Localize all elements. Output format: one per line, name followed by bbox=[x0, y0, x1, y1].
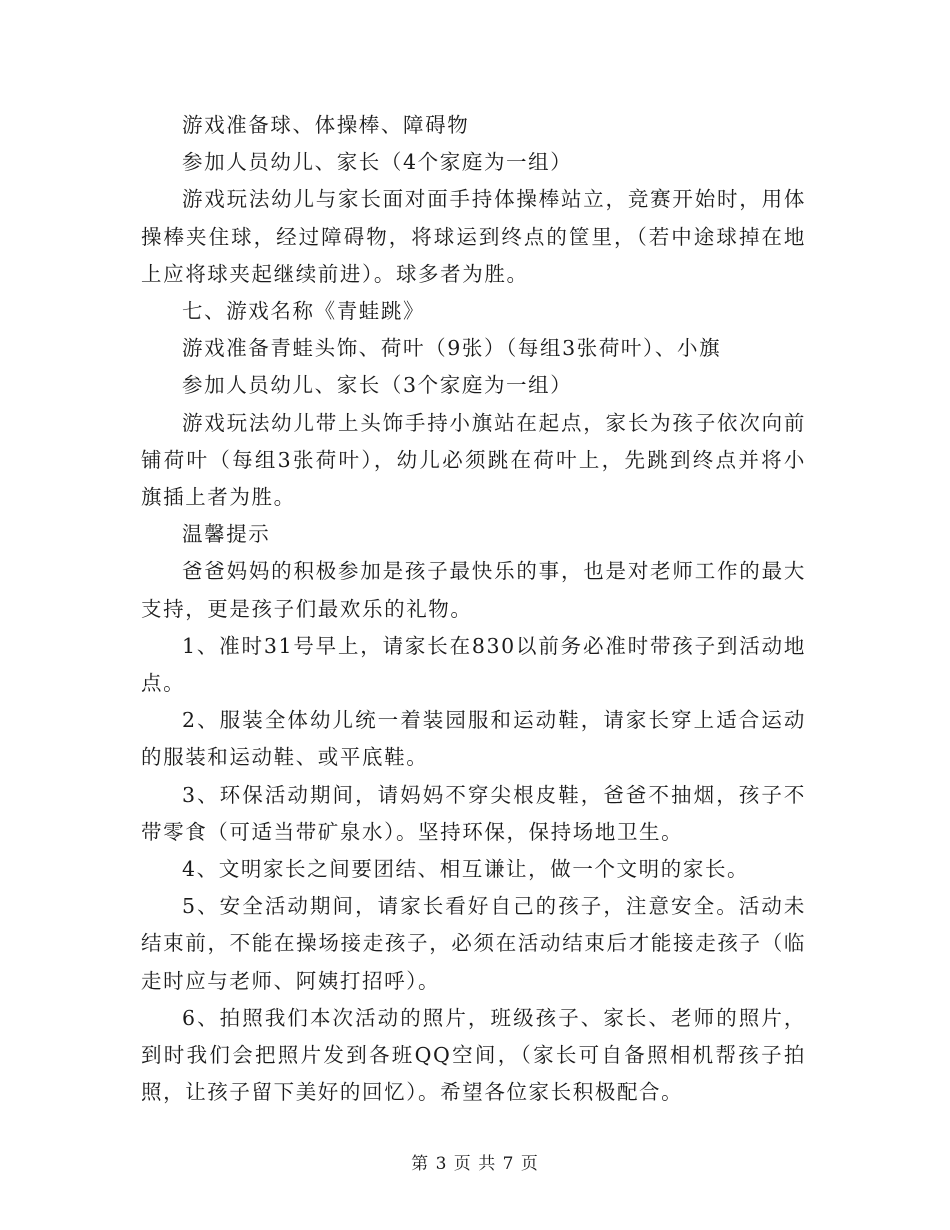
document-body bbox=[141, 107, 806, 1111]
list-item-environment: 3、环保活动期间，请妈妈不穿尖根皮鞋，爸爸不抽烟，孩子不带零食（可适当带矿泉水）。坚持环保，保持场地卫生。 bbox=[141, 782, 806, 844]
paragraph-participants: 参加人员幼儿、家长（4个家庭为一组） bbox=[182, 150, 573, 175]
list-item-civility: 4、文明家长之间要团结、相互谦让，做一个文明的家长。 bbox=[182, 857, 750, 882]
list-item-photos: 6、拍照我们本次活动的照片，班级孩子、家长、老师的照片，到时我们会把照片发到各班QQ空间，（家长可自备照相机帮孩子拍照，让孩子留下美好的回忆）。希望各位家长积极配合。 bbox=[141, 1005, 806, 1105]
paragraph-frog-participants: 参加人员幼儿、家长（3个家庭为一组） bbox=[182, 373, 573, 398]
list-item-punctuality: 1、准时31号早上，请家长在830以前务必准时带孩子到活动地点。 bbox=[141, 633, 806, 696]
page-footer bbox=[0, 1152, 950, 1176]
paragraph-frog-materials: 游戏准备青蛙头饰、荷叶（9张）（每组3张荷叶）、小旗 bbox=[182, 336, 722, 361]
list-item-safety: 5、安全活动期间，请家长看好自己的孩子，注意安全。活动未结束前，不能在操场接走孩子，必须在活动结束后才能接走孩子（临走时应与老师、阿姨打招呼）。 bbox=[141, 894, 806, 993]
paragraph-frog-rules: 游戏玩法幼儿带上头饰手持小旗站在起点，家长为孩子依次向前铺荷叶（每组3张荷叶），幼儿必须跳在荷叶上，先跳到终点并将小旗插上者为胜。 bbox=[141, 410, 806, 510]
paragraph-game-materials: 游戏准备球、体操棒、障碍物 bbox=[182, 113, 470, 137]
page-number-label: 第 3 页 共 7 页 bbox=[411, 1154, 539, 1174]
list-item-clothing: 2、服装全体幼儿统一着装园服和运动鞋，请家长穿上适合运动的服装和运动鞋、或平底鞋。 bbox=[141, 708, 806, 770]
paragraph-reminder-intro: 爸爸妈妈的积极参加是孩子最快乐的事，也是对老师工作的最大支持，更是孩子们最欢乐的礼物。 bbox=[141, 559, 806, 621]
paragraph-game-rules: 游戏玩法幼儿与家长面对面手持体操棒站立，竞赛开始时，用体操棒夹住球，经过障碍物，将球运到终点的筐里，（若中途球掉在地上应将球夹起继续前进）。球多者为胜。 bbox=[141, 187, 806, 286]
section-heading-reminder: 温馨提示 bbox=[182, 522, 271, 547]
section-heading-frog-jump: 七、游戏名称《青蛙跳》 bbox=[182, 299, 426, 324]
